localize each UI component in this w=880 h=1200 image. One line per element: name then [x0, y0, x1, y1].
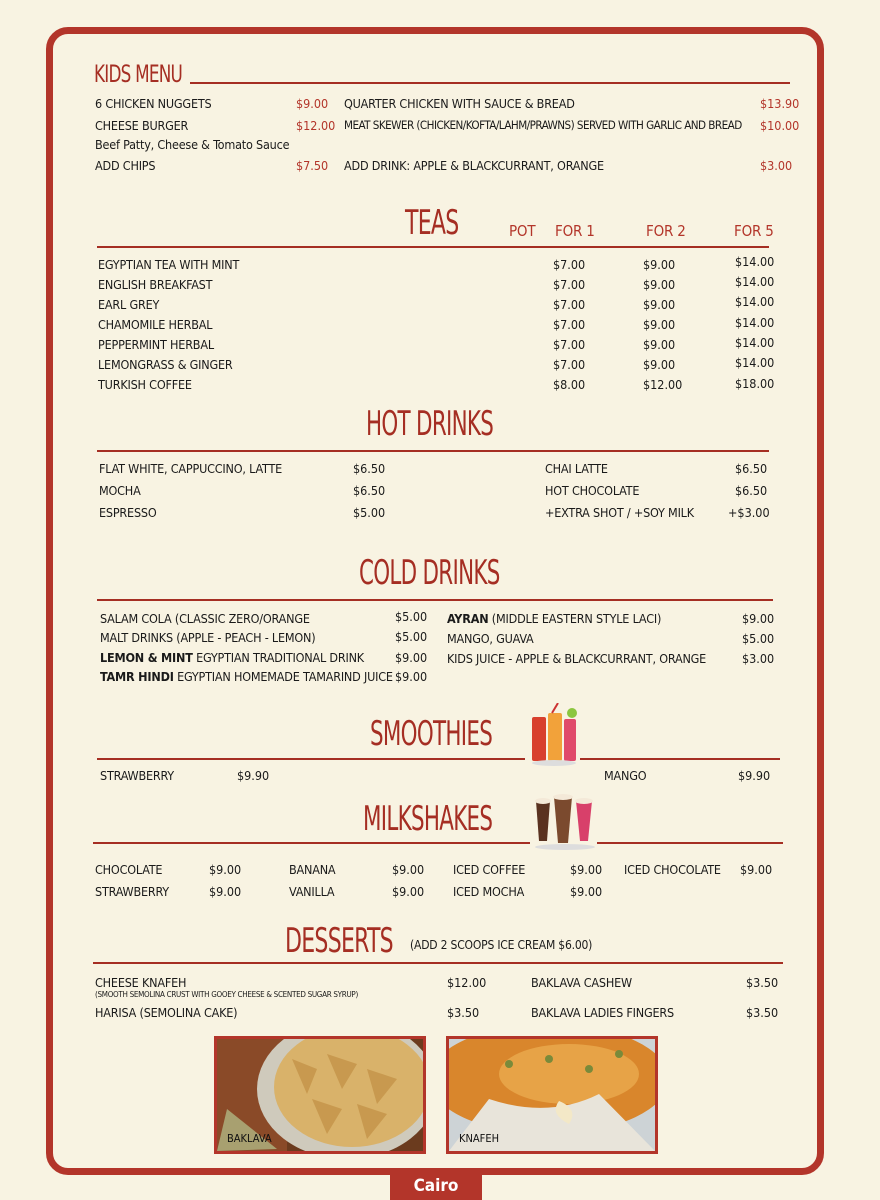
tea-name: TURKISH COFFEE — [98, 377, 192, 392]
milkshake-glasses-icon — [532, 793, 598, 851]
hot-drink-name: FLAT WHITE, CAPPUCCINO, LATTE — [99, 461, 283, 476]
baklava-photo — [214, 1036, 426, 1154]
tea-price-for1: $7.00 — [553, 317, 586, 332]
cold-drink-name: SALAM COLA (CLASSIC ZERO/ORANGE — [100, 611, 310, 626]
dessert-name: BAKLAVA CASHEW — [531, 975, 632, 990]
hot-drink-name: ESPRESSO — [99, 505, 157, 520]
tea-price-for1: $7.00 — [553, 337, 586, 352]
cold-drink-price: $5.00 — [395, 609, 428, 624]
cold-drink-bold-name: TAMR HINDI — [100, 669, 174, 684]
dessert-price: $12.00 — [447, 975, 487, 990]
kids-item-name: CHEESE BURGER — [95, 118, 189, 133]
hot-drink-name: CHAI LATTE — [545, 461, 608, 476]
teas-title: TEAS — [405, 203, 459, 243]
tea-price-for5: $14.00 — [735, 274, 775, 289]
kids-item-price: $13.90 — [760, 96, 800, 111]
kids-item-name: MEAT SKEWER (CHICKEN/KOFTA/LAHM/PRAWNS) SERVED WITH GARLIC AND BREAD — [344, 118, 742, 132]
milkshake-price: $9.00 — [570, 884, 603, 899]
hot-drink-price: $6.50 — [735, 483, 768, 498]
hot-drink-price: $6.50 — [353, 461, 386, 476]
tea-price-for2: $9.00 — [643, 277, 676, 292]
knafeh-caption: KNAFEH — [459, 1132, 500, 1145]
cold-drink-price: $3.00 — [742, 651, 775, 666]
milkshakes-divider-right — [597, 842, 783, 844]
desserts-note: (ADD 2 SCOOPS ICE CREAM $6.00) — [410, 938, 593, 952]
cold-drink-price: $9.00 — [395, 669, 428, 684]
baklava-caption: BAKLAVA — [227, 1132, 272, 1145]
dessert-price: $3.50 — [746, 975, 779, 990]
hot-drink-name: MOCHA — [99, 483, 141, 498]
cold-drink-price: $9.00 — [395, 650, 428, 665]
milkshake-price: $9.00 — [740, 862, 773, 877]
kids-item-name: ADD CHIPS — [95, 158, 156, 173]
teas-col-for5: FOR 5 — [734, 222, 774, 240]
dessert-price: $3.50 — [447, 1005, 480, 1020]
cold-drink-name: MALT DRINKS (APPLE - PEACH - LEMON) — [100, 630, 316, 645]
menu-border — [46, 27, 824, 1175]
milkshake-name: STRAWBERRY — [95, 884, 169, 899]
tea-price-for5: $14.00 — [735, 254, 775, 269]
milkshake-name: ICED COFFEE — [453, 862, 526, 877]
tea-price-for5: $18.00 — [735, 376, 775, 391]
hot-drink-name: +EXTRA SHOT / +SOY MILK — [545, 505, 694, 520]
cold-drinks-title: COLD DRINKS — [359, 553, 500, 593]
tea-price-for2: $12.00 — [643, 377, 683, 392]
milkshake-name: BANANA — [289, 862, 336, 877]
hot-drink-price: $6.50 — [353, 483, 386, 498]
cold-drink-price: $9.00 — [742, 611, 775, 626]
milkshake-price: $9.00 — [209, 884, 242, 899]
kids-item-price: $12.00 — [296, 118, 336, 133]
cold-drink-desc: EGYPTIAN HOMEMADE TAMARIND JUICE — [173, 669, 393, 684]
milkshake-price: $9.00 — [570, 862, 603, 877]
cold-drink-bold-name: LEMON & MINT — [100, 650, 193, 665]
tea-price-for2: $9.00 — [643, 317, 676, 332]
tea-price-for1: $8.00 — [553, 377, 586, 392]
teas-col-pot: POT — [509, 222, 536, 240]
smoothies-divider-right — [580, 758, 780, 760]
smoothie-price: $9.90 — [738, 768, 771, 783]
kids-item-name: 6 CHICKEN NUGGETS — [95, 96, 212, 111]
milkshake-name: CHOCOLATE — [95, 862, 163, 877]
teas-col-for1: FOR 1 — [555, 222, 595, 240]
cold-drink-name — [100, 650, 364, 665]
milkshake-price: $9.00 — [392, 884, 425, 899]
desserts-divider — [93, 962, 783, 964]
kids-item-price: $10.00 — [760, 118, 800, 133]
smoothie-glasses-icon — [528, 703, 580, 767]
kids-divider — [190, 82, 790, 84]
tea-name: EARL GREY — [98, 297, 160, 312]
kids-item-name: QUARTER CHICKEN WITH SAUCE & BREAD — [344, 96, 575, 111]
dessert-name: BAKLAVA LADIES FINGERS — [531, 1005, 674, 1020]
smoothies-divider-left — [97, 758, 525, 760]
cairo-logo: Cairo — [390, 1172, 482, 1200]
tea-price-for1: $7.00 — [553, 277, 586, 292]
cold-drink-name — [447, 611, 661, 626]
kids-menu-title: KIDS MENU — [94, 60, 183, 88]
tea-price-for2: $9.00 — [643, 257, 676, 272]
knafeh-photo — [446, 1036, 658, 1154]
milkshake-name: VANILLA — [289, 884, 335, 899]
dessert-name: HARISA (SEMOLINA CAKE) — [95, 1005, 238, 1020]
cold-drink-name: MANGO, GUAVA — [447, 631, 534, 646]
kids-item-price: $3.00 — [760, 158, 793, 173]
hot-drink-price: $5.00 — [353, 505, 386, 520]
tea-name: ENGLISH BREAKFAST — [98, 277, 213, 292]
cold-drinks-divider — [97, 599, 773, 601]
tea-price-for1: $7.00 — [553, 357, 586, 372]
cold-drink-price: $5.00 — [395, 629, 428, 644]
hot-drink-name: HOT CHOCOLATE — [545, 483, 640, 498]
hot-drink-price: $6.50 — [735, 461, 768, 476]
kids-item-price: $7.50 — [296, 158, 329, 173]
kids-item-desc: Beef Patty, Cheese & Tomato Sauce — [95, 137, 290, 152]
milkshakes-divider-left — [93, 842, 530, 844]
hot-drinks-divider — [97, 450, 769, 452]
hot-drinks-title: HOT DRINKS — [366, 404, 494, 444]
smoothie-name: MANGO — [604, 768, 647, 783]
tea-price-for5: $14.00 — [735, 315, 775, 330]
milkshakes-title: MILKSHAKES — [363, 799, 493, 839]
teas-col-for2: FOR 2 — [646, 222, 686, 240]
kids-item-price: $9.00 — [296, 96, 329, 111]
tea-name: EGYPTIAN TEA WITH MINT — [98, 257, 240, 272]
milkshake-price: $9.00 — [209, 862, 242, 877]
dessert-name: CHEESE KNAFEH — [95, 975, 187, 990]
milkshake-name: ICED MOCHA — [453, 884, 525, 899]
dessert-desc: (SMOOTH SEMOLINA CRUST WITH GOOEY CHEESE & SCENTED SUGAR SYRUP) — [95, 990, 358, 999]
milkshake-name: ICED CHOCOLATE — [624, 862, 721, 877]
cold-drink-price: $5.00 — [742, 631, 775, 646]
cold-drink-bold-name: AYRAN — [447, 611, 489, 626]
hot-drink-price: +$3.00 — [728, 505, 770, 520]
tea-name: PEPPERMINT HERBAL — [98, 337, 214, 352]
cold-drink-desc: EGYPTIAN TRADITIONAL DRINK — [192, 650, 364, 665]
teas-divider — [97, 246, 769, 248]
smoothie-name: STRAWBERRY — [100, 768, 174, 783]
tea-price-for1: $7.00 — [553, 297, 586, 312]
milkshake-price: $9.00 — [392, 862, 425, 877]
kids-item-name: ADD DRINK: APPLE & BLACKCURRANT, ORANGE — [344, 158, 604, 173]
tea-name: LEMONGRASS & GINGER — [98, 357, 233, 372]
tea-price-for2: $9.00 — [643, 357, 676, 372]
cold-drink-name: KIDS JUICE - APPLE & BLACKCURRANT, ORANGE — [447, 651, 707, 666]
desserts-title: DESSERTS — [285, 921, 393, 961]
cold-drink-desc: (MIDDLE EASTERN STYLE LACI) — [488, 611, 662, 626]
tea-name: CHAMOMILE HERBAL — [98, 317, 213, 332]
tea-price-for5: $14.00 — [735, 355, 775, 370]
tea-price-for5: $14.00 — [735, 335, 775, 350]
cold-drink-name — [100, 669, 393, 684]
smoothies-title: SMOOTHIES — [370, 714, 493, 754]
tea-price-for5: $14.00 — [735, 294, 775, 309]
smoothie-price: $9.90 — [237, 768, 270, 783]
tea-price-for2: $9.00 — [643, 337, 676, 352]
tea-price-for2: $9.00 — [643, 297, 676, 312]
tea-price-for1: $7.00 — [553, 257, 586, 272]
dessert-price: $3.50 — [746, 1005, 779, 1020]
